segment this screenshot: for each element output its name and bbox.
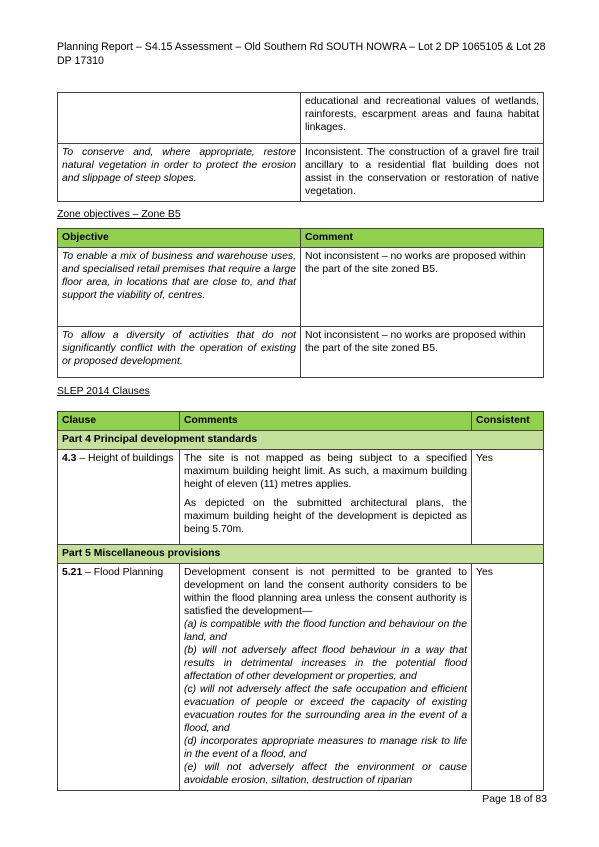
table-row (58, 144, 544, 202)
objective-cell: To enable a mix of business and warehouse uses, and specialised retail premises that require a large floor area, in locations that are close to, and that support the viability of, centres. (58, 248, 301, 327)
table-row (58, 248, 544, 327)
clause-cell (58, 564, 180, 791)
flood-criterion: (c) will not adversely affect the safe occupation and efficient evacuation of people or exceed the capacity of existing evacuation routes for the surrounding area in the event of a flood, and (184, 684, 467, 734)
table-row (58, 327, 544, 378)
objective-cell: To conserve and, where appropriate, restore natural vegetation in order to protect the erosion and slippage of steep slopes. (58, 144, 301, 202)
objective-cell (58, 93, 301, 144)
flood-criterion: (d) incorporates appropriate measures to manage risk to life in the event of a flood, and (184, 736, 467, 760)
flood-criterion: (e) will not adversely affect the environment or cause avoidable erosion, siltation, destruction of riparian (184, 762, 467, 786)
flood-criterion: (a) is compatible with the flood function and behaviour on the land, and (184, 619, 467, 643)
clause-number: 5.21 (62, 567, 83, 578)
comment-paragraph: Development consent is not permitted to be granted to development on land the consent authority considers to be within the flood planning area unless the consent authority is satisfied the development— (184, 567, 467, 617)
column-header-comment: Comment (301, 229, 544, 248)
page-number: Page 18 of 83 (482, 794, 547, 805)
section-row-part4 (58, 431, 544, 450)
section-title: Part 5 Miscellaneous provisions (58, 545, 544, 564)
comment-paragraph: The site is not mapped as being subject to a specified maximum building height limit. As such, a maximum building height of eleven (11) metres applies. (184, 453, 467, 490)
comments-cell (180, 450, 472, 545)
column-header-consistent: Consistent (472, 412, 544, 431)
zone-b5-heading: Zone objectives – Zone B5 (57, 209, 181, 220)
slep-heading: SLEP 2014 Clauses (57, 386, 150, 397)
section-row-part5 (58, 545, 544, 564)
table-header-row (58, 229, 544, 248)
consistent-cell: Yes (472, 564, 544, 791)
comments-cell (180, 564, 472, 791)
comment-cell: Inconsistent. The construction of a gravel fire trail ancillary to a residential flat building does not assist in the conservation or restoration of native vegetation. (301, 144, 544, 202)
clause-name: – Flood Planning (82, 567, 164, 578)
slep-clauses-table (57, 411, 544, 791)
consistent-cell: Yes (472, 450, 544, 545)
table-row (58, 450, 544, 545)
table-row (58, 564, 544, 791)
comment-cell: Not inconsistent – no works are proposed within the part of the site zoned B5. (301, 327, 544, 378)
comment-cell: Not inconsistent – no works are proposed within the part of the site zoned B5. (301, 248, 544, 327)
objectives-table-continued (57, 92, 544, 202)
column-header-comments: Comments (180, 412, 472, 431)
table-row (58, 93, 544, 144)
column-header-clause: Clause (58, 412, 180, 431)
clause-name: – Height of buildings (79, 453, 174, 464)
column-header-objective: Objective (58, 229, 301, 248)
clause-number: 4.3 (62, 453, 77, 464)
comment-cell: educational and recreational values of wetlands, rainforests, escarpment areas and fauna habitat linkages. (301, 93, 544, 144)
comment-paragraph: As depicted on the submitted architectural plans, the maximum building height of the development is depicted as being 5.70m. (184, 498, 467, 535)
objective-cell: To allow a diversity of activities that do not significantly conflict with the operation of existing or proposed development. (58, 327, 301, 378)
flood-criterion: (b) will not adversely affect flood behaviour in a way that results in detrimental increases in the potential flood affectation of other development or properties, and (184, 645, 467, 682)
page-header: Planning Report – S4.15 Assessment – Old Southern Rd SOUTH NOWRA – Lot 2 DP 1065105 & Lot 28 DP 17310 (57, 41, 546, 67)
section-title: Part 4 Principal development standards (58, 431, 544, 450)
zone-b5-table (57, 228, 544, 378)
table-header-row (58, 412, 544, 431)
clause-cell (58, 450, 180, 545)
